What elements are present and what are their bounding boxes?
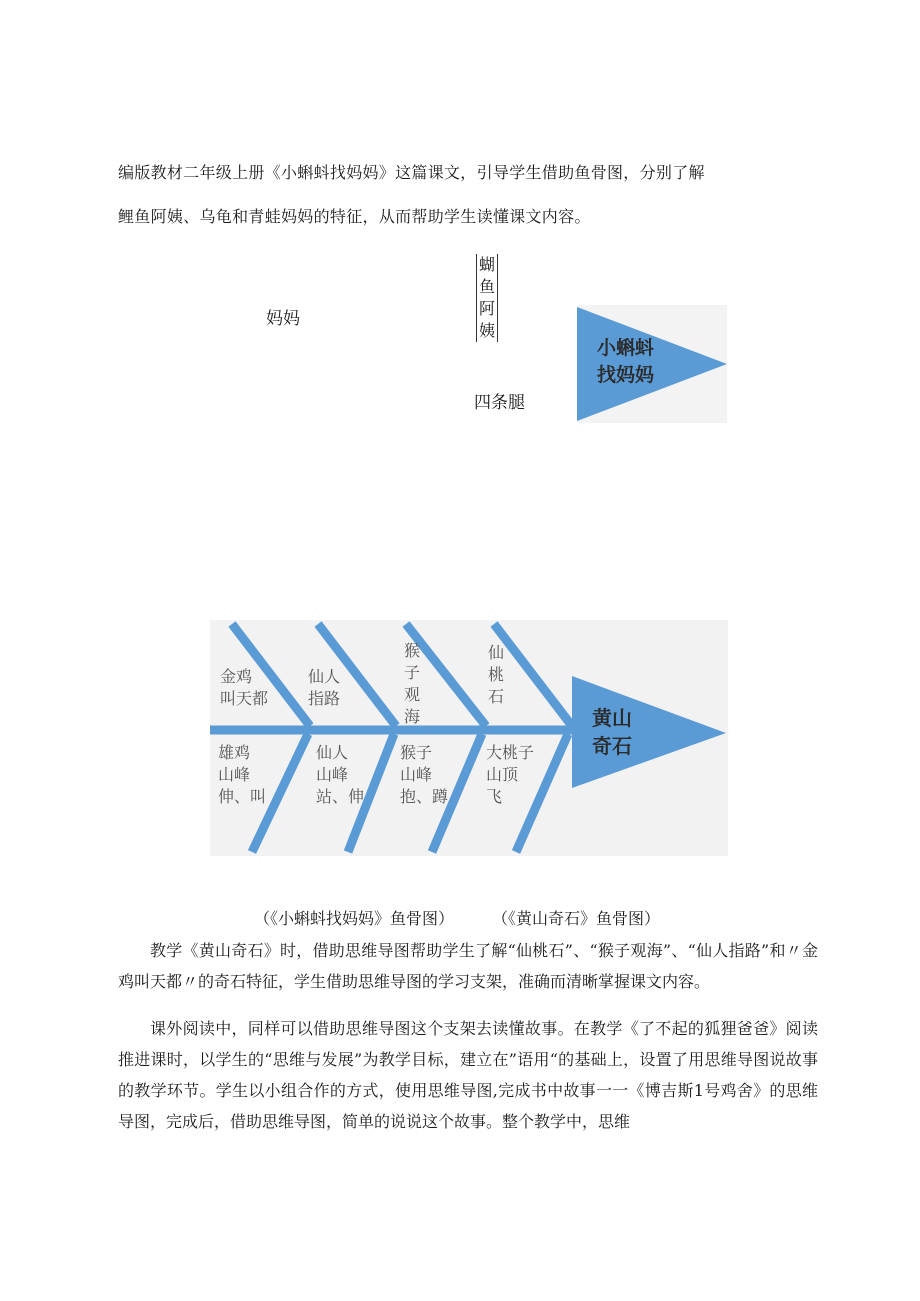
fishbone2-label-line: 猴子	[400, 743, 433, 762]
fishbone2-label-line: 山顶	[486, 765, 519, 784]
fishbone2-label-line: 叫天都	[220, 689, 269, 708]
fishbone2-top-label	[486, 642, 506, 708]
fishbone2-bones	[210, 620, 728, 856]
intro-line-1: 编版教材二年级上册《小蝌蚪找妈妈》这篇课文，引导学生借助鱼骨图，分别了解	[118, 163, 705, 182]
fishbone2-top-label	[402, 640, 422, 728]
fishbone2-label-line: 山峰	[218, 765, 251, 784]
fishbone1-head-line: 小蝌蚪	[597, 337, 655, 359]
fishbone2-label-line: 仙	[487, 643, 504, 662]
fishbone2-label-line: 雄鸡	[218, 743, 251, 762]
fishbone2-label-line: 海	[403, 707, 420, 726]
fishbone2-label-line: 子	[403, 663, 420, 682]
fishbone1-head	[577, 305, 727, 423]
fishbone2-figure	[210, 620, 728, 856]
fishbone1-head-line: 找妈妈	[597, 364, 655, 386]
fishbone2-label-line: 山峰	[316, 765, 349, 784]
fishbone2-label-line: 石	[487, 687, 504, 706]
fishbone2-label-line: 山峰	[400, 765, 433, 784]
fishbone1-head-text	[597, 335, 654, 389]
fishbone1-vchar: 阿	[478, 299, 495, 318]
fishbone2-label-line: 指路	[308, 689, 341, 708]
fishbone2-label-line: 仙人	[316, 743, 349, 762]
fishbone2-bottom-label	[400, 742, 448, 808]
fishbone2-bottom-label	[316, 742, 364, 808]
intro-line-2: 鲤鱼阿姨、乌龟和青蛙妈妈的特征，从而帮助学生读懂课文内容。	[118, 207, 591, 226]
fishbone2-label-line: 大桃子	[486, 743, 535, 762]
fishbone1-vchar: 蝴	[478, 255, 495, 274]
fishbone2-label-line: 仙人	[308, 667, 341, 686]
fishbone2-bottom-label	[218, 742, 266, 808]
fishbone2-head-line: 黄山	[592, 706, 632, 730]
body-paragraph: 教学《黄山奇石》时，借助思维导图帮助学生了解“仙桃石”、“猴子观海”、“仙人指路”和〃金鸡叫天都〃的奇石特征，学生借助思维导图的学习支架，准确而清晰掌握课文内容。	[118, 941, 818, 991]
fishbone1-legs-label: 四条腿	[474, 393, 525, 413]
fishbone2-label-line: 抱、蹲	[400, 787, 449, 806]
fishbone2-top-label	[308, 666, 340, 710]
fishbone1-mama-label: 妈妈	[266, 309, 300, 329]
fishbone2-label-line: 飞	[486, 787, 503, 806]
fishbone2-label-line: 猴	[403, 641, 420, 660]
caption-right: （《黄山奇石》鱼骨图）	[492, 909, 661, 928]
caption-left: （《小蝌蚪找妈妈》鱼骨图）	[254, 909, 455, 928]
fishbone2-top-label	[220, 666, 268, 710]
fishbone1-vchar: 姨	[478, 321, 495, 340]
fishbone2-bottom-label	[486, 742, 534, 808]
fishbone2-head-text	[592, 704, 632, 760]
fishbone2-label-line: 站、伸	[316, 787, 365, 806]
fishbone2-label-line: 桃	[487, 665, 504, 684]
fishbone1-vchar: 鱼	[478, 277, 495, 296]
body-paragraph: 课外阅读中，同样可以借助思维导图这个支架去读懂故事。在教学《了不起的狐狸爸爸》阅读推进课时，以学生的“思维与发展”为教学目标，建立在”语用“的基础上，设置了用思维导图说故事的教学环节。学生以小组合作的方式，使用思维导图,完成书中故事一一《博吉斯1号鸡舍》的思维导图，完成后，借助思维导图，简单的说说这个故事。整个教学中，思维	[118, 1019, 818, 1131]
fishbone1-vertical-label	[476, 254, 498, 342]
fishbone2-label-line: 金鸡	[220, 667, 253, 686]
fishbone2-label-line: 伸、叫	[218, 787, 267, 806]
fishbone2-head-line: 奇石	[592, 734, 632, 758]
fishbone2-label-line: 观	[403, 685, 420, 704]
